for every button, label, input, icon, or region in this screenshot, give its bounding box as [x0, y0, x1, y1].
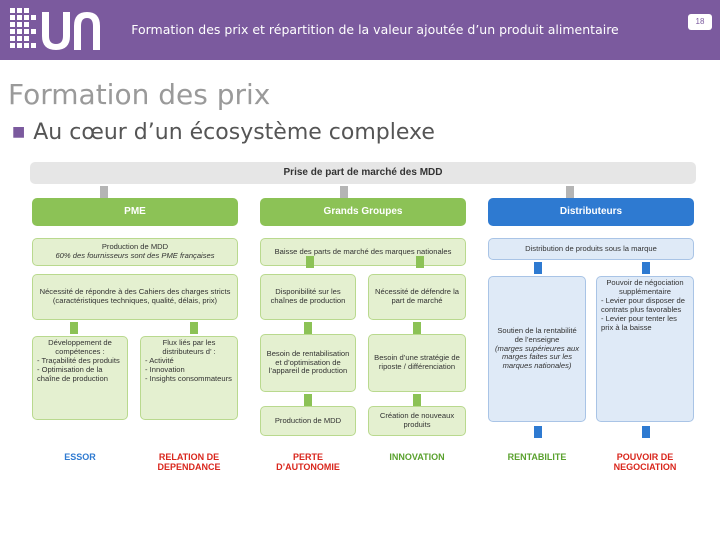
- dist-outcome-negociation: POUVOIR DE NEGOCIATION: [613, 452, 677, 473]
- arrow-down-icon: [413, 322, 421, 334]
- slide-subtitle: [12, 120, 435, 145]
- pme-box-production: [32, 238, 238, 266]
- gg-box-riposte: Besoin d’une stratégie de riposte / différenciation: [368, 334, 466, 392]
- dist-box3-list: [601, 297, 689, 333]
- list-item: - Levier pour tenter les prix à la baisse: [601, 313, 677, 332]
- dist-box-negociation: [596, 276, 694, 422]
- gg-box-baisse: Baisse des parts de marché des marques nationales: [260, 238, 466, 266]
- arrow-down-icon: [304, 394, 312, 406]
- pme-header: PME: [32, 198, 238, 226]
- dist-box2-line2: (marges supérieures aux marges faites sur les marques nationales): [495, 343, 579, 371]
- arrow-down-icon: [534, 262, 542, 274]
- list-item: - Activité: [145, 355, 174, 365]
- page-number: 18: [688, 14, 712, 30]
- gg-header: Grands Groupes: [260, 198, 466, 226]
- ecosystem-diagram: [30, 160, 696, 480]
- dist-box-distribution: Distribution de produits sous la marque: [488, 238, 694, 260]
- arrow-down-icon: [413, 394, 421, 406]
- distributeurs-header: Distributeurs: [488, 198, 694, 226]
- list-item: - Innovation: [145, 364, 185, 374]
- gg-box-production-mdd: Production de MDD: [260, 406, 356, 436]
- arrow-down-icon: [100, 186, 108, 198]
- pme-box-flux: [140, 336, 238, 420]
- dist-outcome-rentabilite: RENTABILITE: [507, 452, 567, 462]
- arrow-down-icon: [642, 262, 650, 274]
- arrow-down-icon: [70, 322, 78, 334]
- arrow-down-icon: [534, 426, 542, 438]
- gg-box-defendre: Nécessité de défendre la part de marché: [368, 274, 466, 320]
- arrow-down-icon: [190, 322, 198, 334]
- gg-box-nouveaux-produits: Création de nouveaux produits: [368, 406, 466, 436]
- list-item: - Levier pour disposer de contrats plus favorables: [601, 295, 686, 314]
- slide-title: Formation des prix: [8, 78, 271, 111]
- gg-box-disponibilite: Disponibilité sur les chaînes de production: [260, 274, 356, 320]
- gg-box-rentabilisation: Besoin de rentabilisation et d’optimisation de l’appareil de production: [260, 334, 356, 392]
- header-bar: [0, 0, 720, 60]
- pme-box4-title: Flux liés par les distributeurs d’ :: [162, 338, 216, 356]
- dist-box-rentabilite: [488, 276, 586, 422]
- gg-outcome-innovation: INNOVATION: [389, 452, 445, 462]
- list-item: - Traçabilité des produits: [37, 355, 120, 365]
- square-bullet-icon: ■: [12, 124, 26, 140]
- arrow-down-icon: [304, 322, 312, 334]
- arrow-down-icon: [642, 426, 650, 438]
- dist-box3-title: Pouvoir de négociation supplémentaire: [606, 278, 684, 296]
- pme-box-competences: [32, 336, 128, 420]
- arrow-down-icon: [566, 186, 574, 198]
- pme-box1-line1: Production de MDD: [101, 242, 169, 252]
- arrow-down-icon: [306, 256, 314, 268]
- list-item: - Optimisation de la chaîne de production: [37, 364, 108, 383]
- subtitle-text: Au cœur d’un écosystème complexe: [33, 120, 435, 145]
- header-title: Formation des prix et répartition de la valeur ajoutée d’un produit alimentaire: [131, 22, 619, 37]
- arrow-down-icon: [340, 186, 348, 198]
- pme-outcome-dependance: RELATION DE DEPENDANCE: [157, 452, 221, 473]
- un-logo-icon: [8, 4, 103, 56]
- pme-box1-line2: 60% des fournisseurs sont des PME françaises: [55, 251, 215, 260]
- gg-outcome-perte: PERTE D’AUTONOMIE: [276, 452, 340, 473]
- pme-box3-list: [37, 357, 123, 384]
- pme-outcome-essor: ESSOR: [64, 452, 96, 462]
- list-item: - Insights consommateurs: [145, 373, 232, 383]
- pme-box-cahiers: Nécessité de répondre à des Cahiers des charges stricts (caractéristiques techniques, qualité, délais, prix): [32, 274, 238, 320]
- pme-box4-list: [145, 357, 232, 384]
- arrow-down-icon: [416, 256, 424, 268]
- dist-box2-line1: Soutien de la rentabilité de l’enseigne: [497, 325, 577, 344]
- top-bar: Prise de part de marché des MDD: [30, 162, 696, 184]
- pme-box3-title: Développement de compétences :: [48, 338, 112, 356]
